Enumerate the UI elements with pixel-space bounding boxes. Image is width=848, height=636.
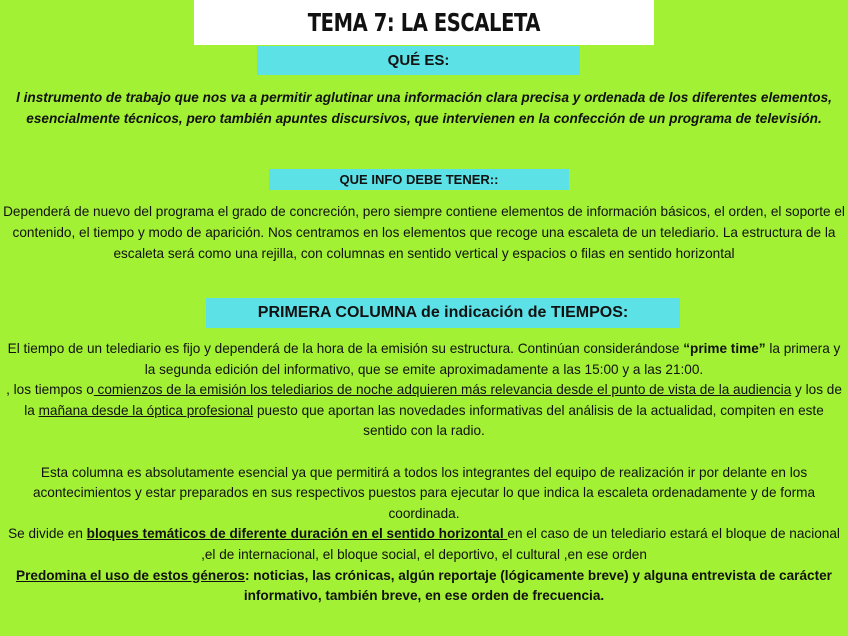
- page-title: TEMA 7: LA ESCALETA: [307, 8, 541, 37]
- info-text: Dependerá de nuevo del programa el grado de concreción, pero siempre contiene elementos de información básicos, el orden, el soporte el contenido, el tiempo y modo de aparición. Nos centramos en los elementos que recoge una escaleta de un telediario. La estructura de la escaleta será como una rejilla, con columnas en sentido vertical y espacios o filas en sentido horizontal: [3, 204, 845, 261]
- bloques-tematicos-label: bloques temáticos de diferente duración en el sentido horizontal: [86, 526, 508, 542]
- tiempos-p2-e: puesto que aportan las novedades informativas del análisis de la actualidad, compiten en este sentido con la radio.: [253, 402, 824, 439]
- tiempos-p1-c: la primera y la segunda edición del informativo, que se emite aproximadamente a las 15:00 y a las 21:00.: [144, 341, 841, 377]
- tiempos-p2-a: , los tiempos o: [6, 382, 94, 398]
- tiempos-p2-c: y los de la: [24, 382, 842, 418]
- predomina-label: Predomina el uso de estos géneros: [16, 567, 245, 583]
- tiempos-p5-b: : noticias, las crónicas, algún reportaje (lógicamente breve) y alguna entrevista de carácter informativo, también breve, en ese orden de frecuencia.: [243, 567, 832, 604]
- tiempos-p4-a: Se divide en: [8, 526, 87, 542]
- definition-text: l instrumento de trabajo que nos va a permitir aglutinar una información clara precisa y ordenada de los diferentes elementos, esencialmente técnicos, pero también apuntes discursivos, que intervienen en la confección de un programa de televisión.: [16, 90, 832, 126]
- tiempos-p2-b: comienzos de la emisión los telediarios de noche adquieren más relevancia desde el punto de vista de la audiencia: [93, 382, 792, 398]
- heading-que-info: QUE INFO DEBE TENER::: [269, 169, 569, 190]
- heading-que-es: QUÉ ES:: [257, 46, 580, 75]
- tiempos-p1-a: El tiempo de un telediario es fijo y dependerá de la hora de la emisión su estructura. Continúan considerándose: [7, 341, 684, 356]
- tiempos-p2-d: mañana desde la óptica profesional: [38, 402, 254, 418]
- heading-primera-columna: PRIMERA COLUMNA de indicación de TIEMPOS:: [206, 298, 680, 328]
- prime-time-label: “prime time”: [683, 341, 766, 356]
- title-box: [194, 0, 654, 45]
- tiempos-body: [2, 339, 846, 607]
- tiempos-p4-c: en el caso de un telediario estará el bloque de nacional ,el de internacional, el bloque social, el deportivo, el cultural ,en ese orden: [201, 526, 840, 562]
- spacer: [2, 442, 846, 463]
- tiempos-p3: Esta columna es absolutamente esencial ya que permitirá a todos los integrantes del equipo de realización ir por delante en los acontecimientos y estar preparados en sus respectivos puestos para ejecutar lo que indica la escaleta ordenadamente y de forma coordinada.: [32, 464, 816, 521]
